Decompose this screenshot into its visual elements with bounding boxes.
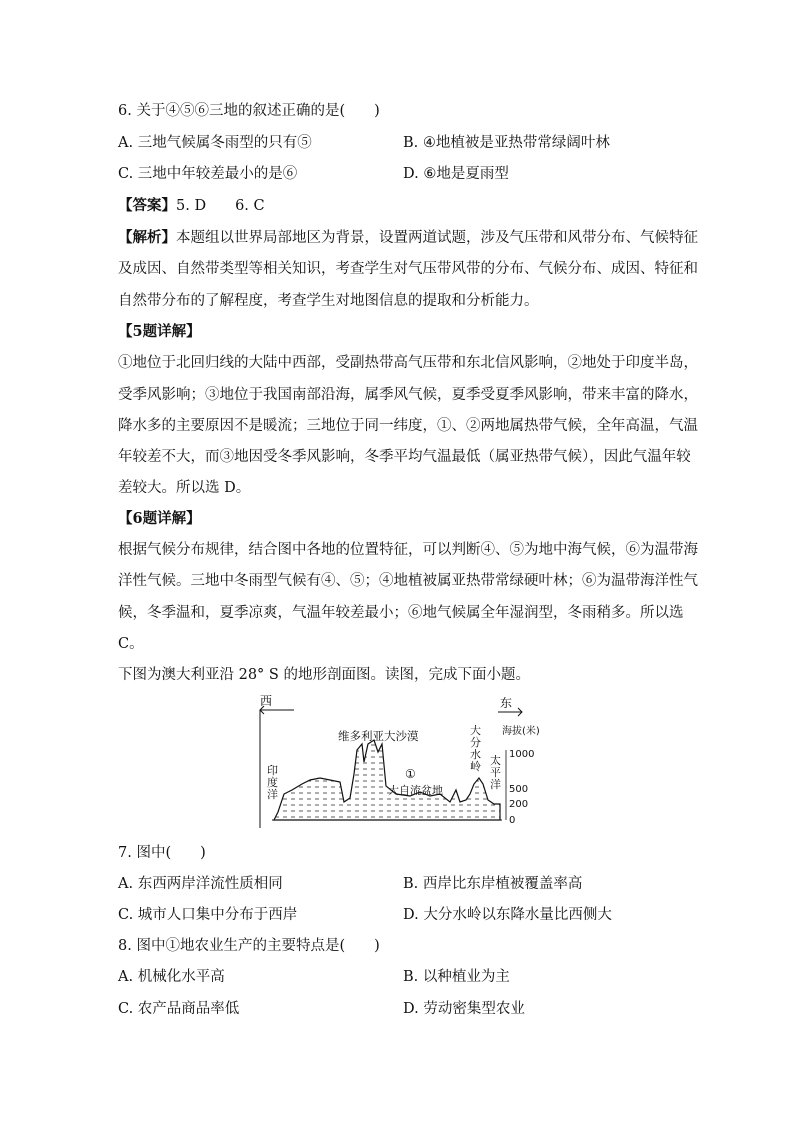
figure-intro: 下图为澳大利亚沿 28° S 的地形剖面图。读图，完成下面小题。	[118, 667, 530, 683]
q8-option-a: A. 机械化水平高	[118, 969, 225, 985]
west-label: 西	[260, 694, 273, 708]
q8-option-b: B. 以种植业为主	[403, 969, 510, 985]
q7-option-d: D. 大分水岭以东降水量比西侧大	[403, 907, 612, 923]
q8-option-d: D. 劳动密集型农业	[403, 1001, 525, 1017]
analysis-line-2: 及成因、自然带类型等相关知识，考查学生对气压带风带的分布、气候分布、成因、特征和	[118, 261, 698, 277]
q8-option-c: C. 农产品商品率低	[118, 1001, 240, 1017]
analysis-line-1	[118, 228, 698, 248]
tick-0: 0	[509, 815, 516, 826]
detail5-line-3: 降水多的主要原因不是暖流；三地位于同一纬度，①、②两地属热带气候，全年高温，气温	[118, 418, 698, 434]
elevation-unit: 海拔(米)	[502, 726, 540, 737]
east-label: 东	[500, 696, 513, 710]
q7-option-b: B. 西岸比东岸植被覆盖率高	[403, 876, 583, 892]
basin-label: 大自流盆地	[388, 784, 443, 797]
q6-stem: 6. 关于④⑤⑥三地的叙述正确的是( )	[118, 103, 380, 119]
detail5-line-5: 差较大。所以选 D。	[118, 480, 251, 496]
range-label: 大分水岭	[470, 724, 481, 773]
analysis-line-3: 自然带分布的了解程度，考查学生对地图信息的提取和分析能力。	[118, 293, 539, 309]
answer-label: 【答案】	[118, 197, 176, 214]
q6-option-c: C. 三地中年较差最小的是⑥	[118, 166, 298, 182]
tick-1000: 1000	[509, 749, 535, 760]
answer-text: 5. D 6. C	[176, 198, 265, 214]
detail6-line-4: C。	[118, 636, 144, 652]
analysis-label: 【解析】	[118, 229, 176, 246]
pacific-label: 太平洋	[490, 754, 501, 791]
analysis-text-1: 本题组以世界局部地区为背景，设置两道试题，涉及气压带和风带分布、气候特征	[176, 230, 698, 246]
tick-200: 200	[509, 799, 529, 810]
site-1-marker: ①	[405, 767, 416, 781]
detail5-line-1: ①地位于北回归线的大陆中西部，受副热带高气压带和东北信风影响，②地处于印度半岛，	[118, 355, 698, 371]
detail6-line-3: 候，冬季温和，夏季凉爽，气温年较差最小；⑥地气候属全年湿润型，冬雨稍多。所以选	[118, 605, 684, 621]
detail5-heading: 【5题详解】	[118, 323, 201, 340]
q7-stem: 7. 图中( )	[118, 845, 206, 861]
detail6-line-1: 根据气候分布规律，结合图中各地的位置特征，可以判断④、⑤为地中海气候，⑥为温带海	[118, 542, 698, 558]
q7-option-c: C. 城市人口集中分布于西岸	[118, 907, 298, 923]
terrain-profile-figure	[250, 694, 540, 834]
q8-stem: 8. 图中①地农业生产的主要特点是( )	[118, 938, 380, 954]
desert-label: 维多利亚大沙漠	[338, 729, 419, 743]
indian-ocean-label: 印度洋	[267, 764, 278, 801]
detail6-heading: 【6题详解】	[118, 510, 201, 527]
q6-option-a: A. 三地气候属冬雨型的只有⑤	[118, 135, 312, 151]
detail6-line-2: 洋性气候。三地中冬雨型气候有④、⑤；④地植被属亚热带常绿硬叶林；⑥为温带海洋性气	[118, 573, 698, 589]
answer-line	[118, 196, 265, 216]
q7-option-a: A. 东西两岸洋流性质相同	[118, 876, 283, 892]
detail5-line-4: 年较差不大，而③地因受冬季风影响，冬季平均气温最低（属亚热带气候），因此气温年较	[118, 449, 691, 465]
q6-option-b: B. ④地植被是亚热带常绿阔叶林	[403, 135, 610, 151]
terrain-profile	[274, 740, 500, 820]
tick-500: 500	[509, 784, 529, 795]
q6-option-d: D. ⑥地是夏雨型	[403, 166, 509, 182]
detail5-line-2: 受季风影响；③地位于我国南部沿海，属季风气候，夏季受夏季风影响，带来丰富的降水，	[118, 387, 698, 403]
